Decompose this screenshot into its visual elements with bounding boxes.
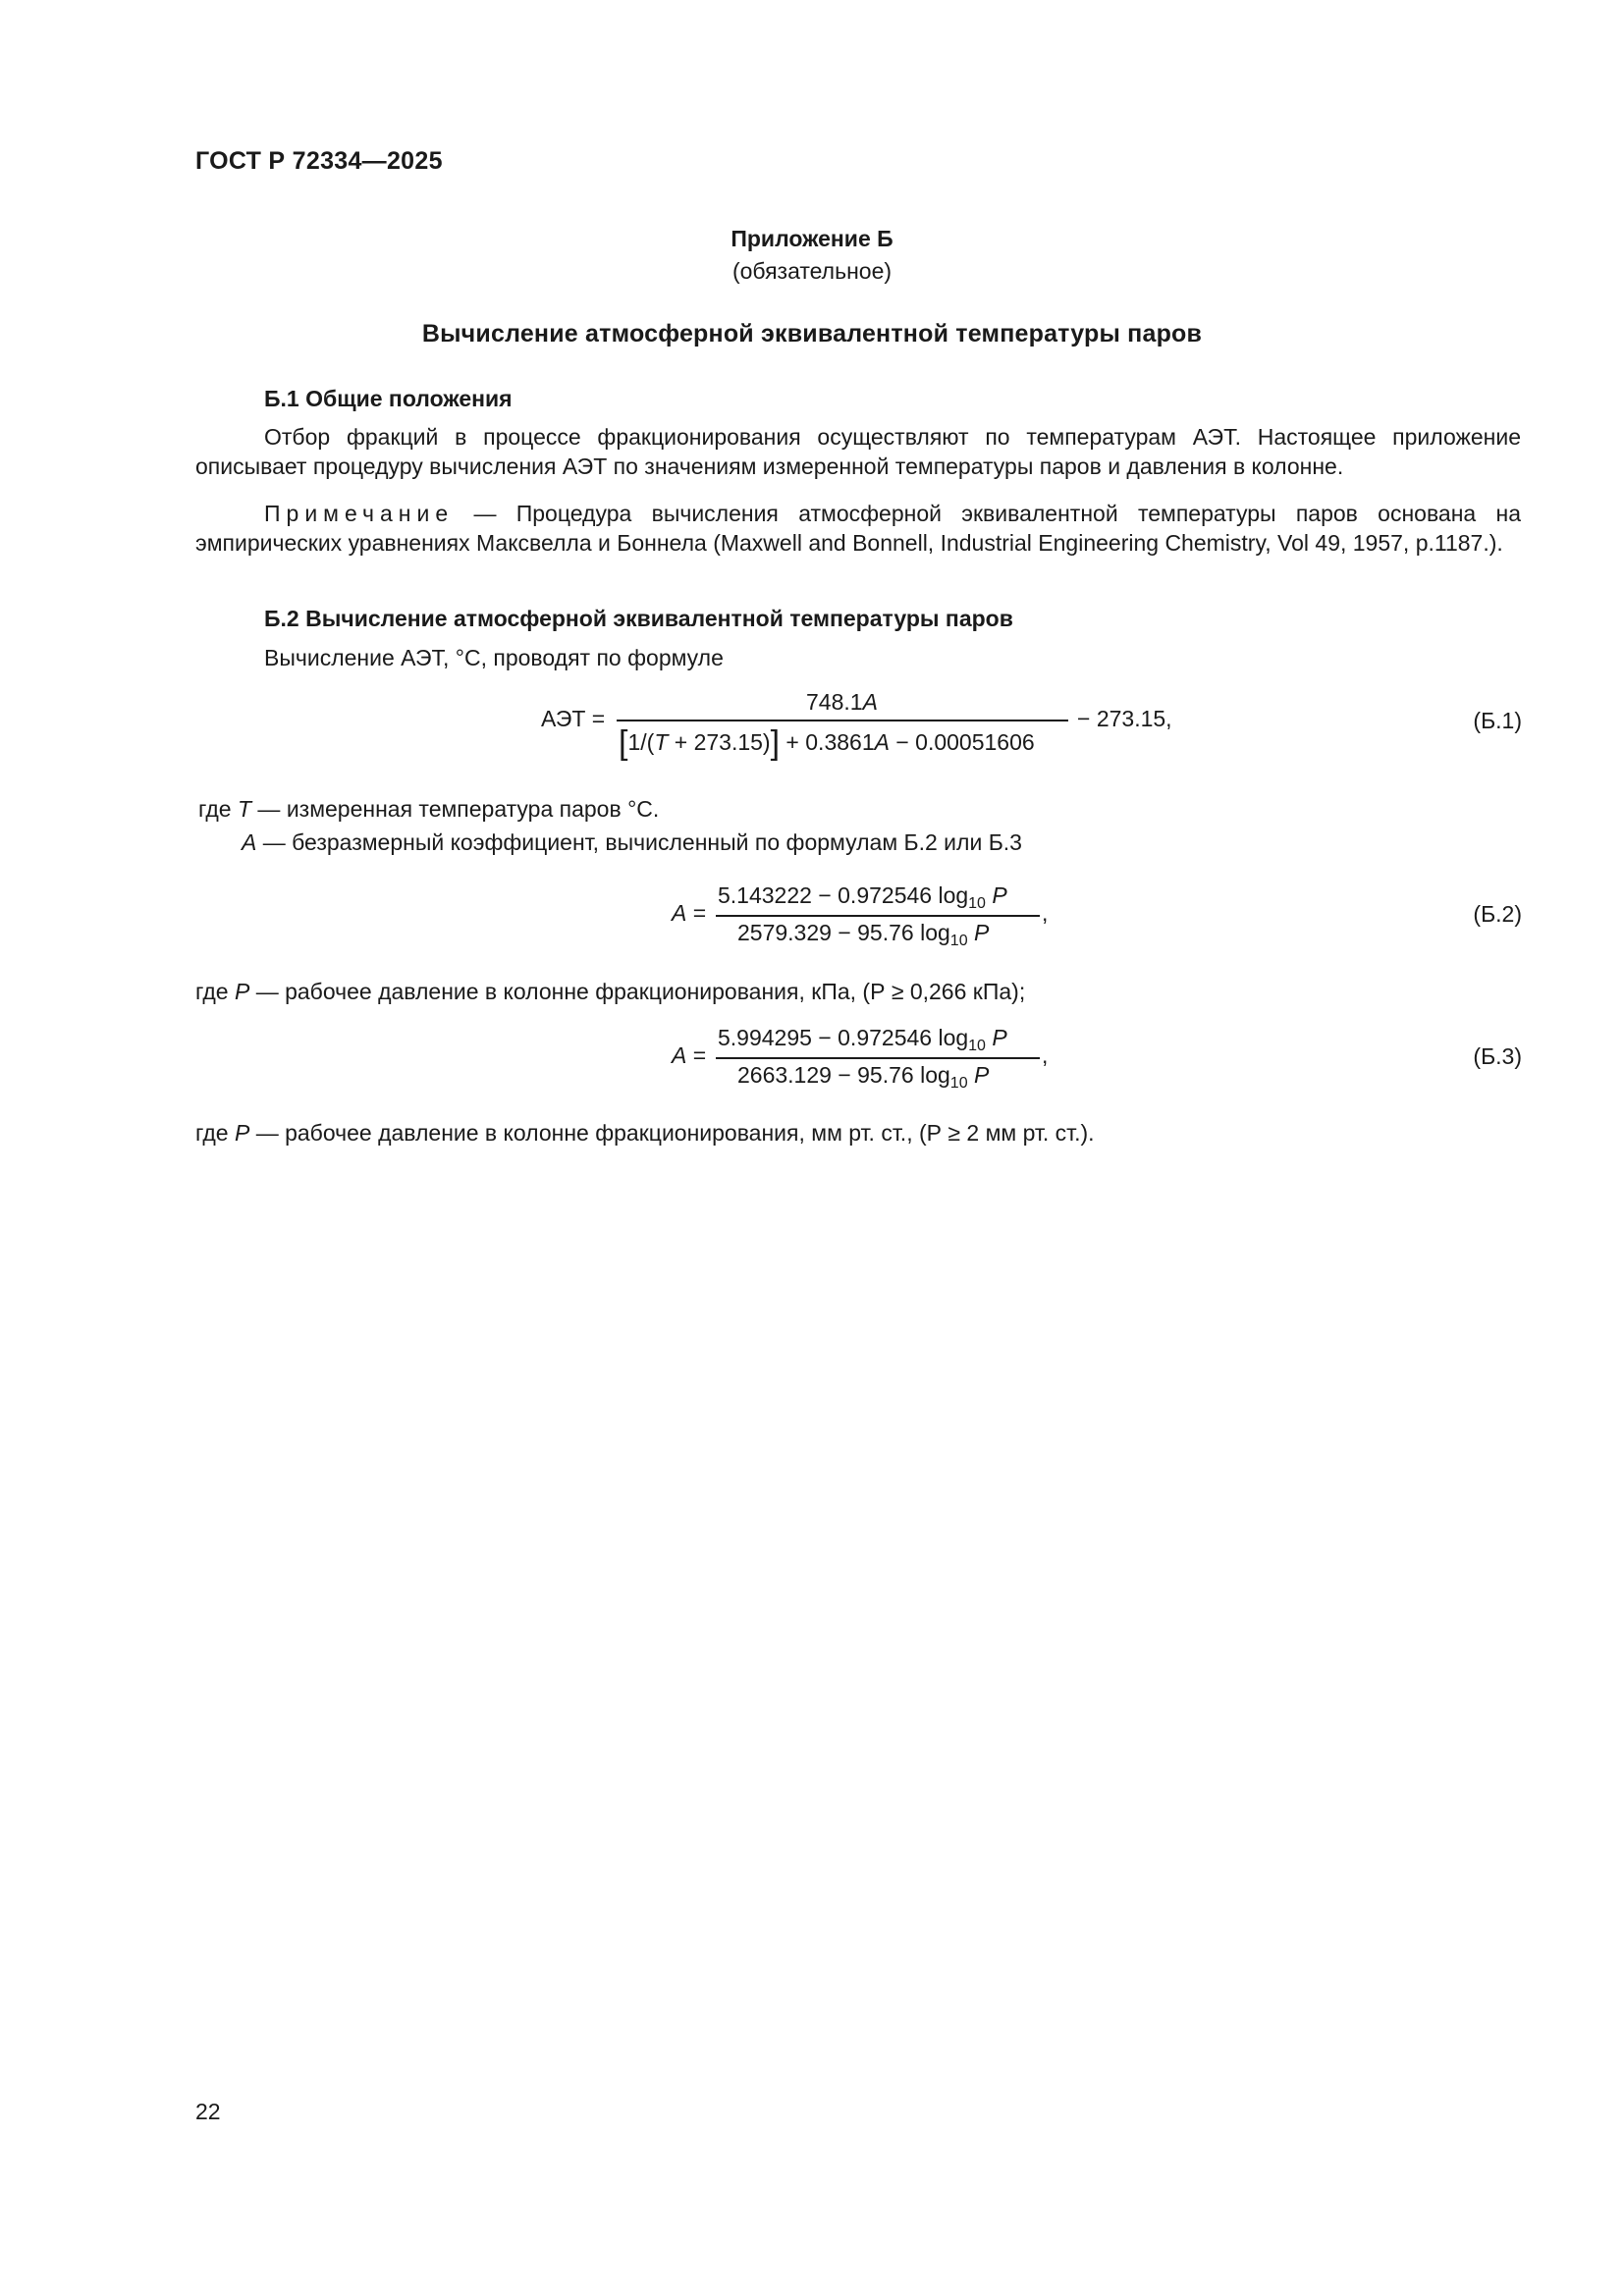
formula-b2-comma: ,	[1042, 900, 1049, 926]
where-p-kpa-line: где P — рабочее давление в колонне фракционирования, кПа, (Р ≥ 0,266 кПа);	[195, 979, 1026, 1004]
note-label: Примечание	[264, 501, 455, 526]
note-text: — Процедура вычисления атмосферной эквивалентной температуры паров основана на эмпирических уравнениях Максвелла и Боннела (Maxwell and Bonnell, Industrial Engineering Chemistry, Vol 49, 1957, p.1187.).	[195, 501, 1521, 556]
where-p-mmhg-line: где P — рабочее давление в колонне фракционирования, мм рт. ст., (Р ≥ 2 мм рт. ст.).	[195, 1120, 1095, 1146]
formula-b1-denominator: [1/(T + 273.15)] + 0.3861A − 0.00051606	[619, 724, 1035, 762]
formula-b3-denominator: 2663.129 − 95.76 $\log_{10} P$	[737, 1062, 990, 1092]
section-1-heading: Б.1 Общие положения	[264, 386, 513, 411]
formula-b2-fraction-bar	[716, 915, 1040, 917]
formula-b1-numerator: 748.1A	[806, 689, 878, 715]
section-2-intro: Вычисление АЭТ, °С, проводят по формуле	[264, 645, 724, 670]
formula-b2-number: (Б.2)	[1473, 901, 1522, 927]
formula-b2-numerator: 5.143222 − 0.972546 $\log_{10} P$	[718, 882, 1007, 912]
formula-b3-number: (Б.3)	[1473, 1043, 1522, 1069]
var-t: T	[237, 796, 252, 822]
formula-b3-comma: ,	[1042, 1042, 1049, 1068]
formula-b3-fraction-bar	[716, 1057, 1040, 1059]
where-t-line: где T — измеренная температура паров °С.	[198, 796, 660, 822]
formula-b1-number: (Б.1)	[1473, 708, 1522, 733]
note-paragraph	[195, 499, 1521, 558]
appendix-title: Приложение Б	[731, 226, 893, 251]
where-a-line: A — безразмерный коэффициент, вычисленный по формулам Б.2 или Б.3	[242, 829, 1022, 855]
formula-b3-lhs: A =	[672, 1042, 707, 1068]
formula-b2-lhs: A =	[672, 900, 707, 926]
main-title: Вычисление атмосферной эквивалентной температуры паров	[421, 320, 1203, 347]
section-1-paragraph-text: Отбор фракций в процессе фракционирования осуществляют по температурам АЭТ. Настоящее приложение описывает процедуру вычисления АЭТ по значениям измеренной температуры паров и давления в колонне.	[195, 424, 1521, 479]
formula-b3-numerator: 5.994295 − 0.972546 $\log_{10} P$	[718, 1025, 1007, 1054]
section-1-paragraph	[195, 422, 1521, 481]
document-header: ГОСТ Р 72334—2025	[195, 147, 443, 175]
formula-b1-fraction-bar	[617, 720, 1068, 721]
section-2-heading: Б.2 Вычисление атмосферной эквивалентной температуры паров	[264, 606, 1013, 631]
formula-b1-tail: − 273.15,	[1077, 706, 1172, 731]
page-number: 22	[195, 2099, 221, 2124]
formula-b2-denominator: 2579.329 − 95.76 $\log_{10} P$	[737, 920, 990, 949]
var-a: A	[242, 829, 257, 855]
formula-b1-lhs: АЭТ =	[541, 706, 606, 731]
appendix-status: (обязательное)	[731, 258, 893, 284]
